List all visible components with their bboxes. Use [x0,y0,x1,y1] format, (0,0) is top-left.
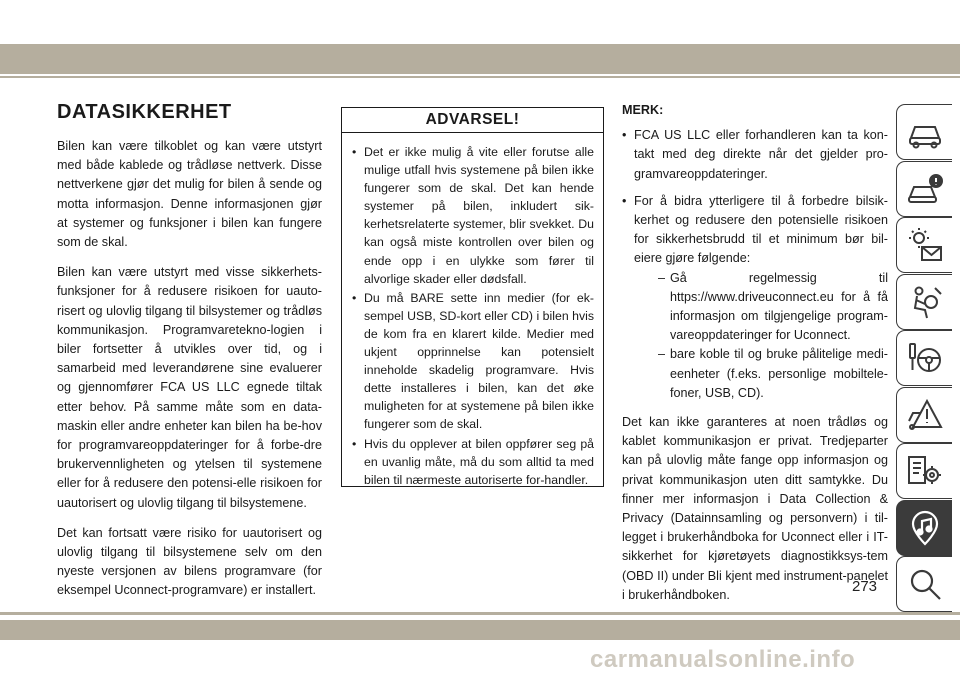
warning-box [341,107,604,487]
warning-title: ADVARSEL! [342,108,603,133]
tab-service-gears[interactable] [896,443,952,499]
tab-car-interior[interactable] [896,104,952,160]
note-list [622,126,888,403]
footer-rule [0,612,960,615]
note-label: MERK: [622,103,664,117]
airbag-person-icon [905,282,945,322]
tab-search-index[interactable] [896,556,952,612]
right-column [622,101,888,616]
warning-info-icon [905,169,945,209]
note-sublist [634,269,888,403]
warning-list [342,143,603,489]
left-column [57,95,322,612]
lights-mail-icon [905,225,945,265]
paragraph: Det kan fortsatt være risiko for uautorisert og ulovlig tilgang til bilsystemene selv om den nyeste versjonen av bilens programvare (for eksempel Uconnect-programvare) er installert. [57,525,322,598]
tab-multimedia-music[interactable] [896,500,952,556]
tab-steering-wheel[interactable] [896,330,952,386]
watermark: carmanualsonline.info [590,646,856,673]
tab-warning-info[interactable] [896,161,952,217]
tab-lights-mail[interactable] [896,217,952,273]
service-gears-icon [905,451,945,491]
note-item [622,192,888,403]
header-rule [0,76,960,78]
note-subitem: – bare koble til og bruke pålitelige medi-eenheter (f.eks. personlige mobiltele-foner, USB, CD). [658,345,888,403]
warning-item: • Du må BARE sette inn medier (for ek-sempel USB, SD-kort eller CD) i bilen hvis de kom fra en klarert kilde. Medier med ukjent opprinnelse kan potensielt inneholde skadelig programvare. Hvis dette installeres i bilen, kan det øke muligheten for at systemene på bilen ikke fungerer som de skal. [352,289,594,434]
car-interior-icon [905,112,945,152]
chapter-tabs [896,104,952,669]
footer-bar [0,620,960,640]
note-subitem: – Gå regelmessig til https://www.driveuconnect.eu for å få informasjon om tilgjengelige program-vareoppdateringer for Uconnect. [658,269,888,346]
search-index-icon [905,564,945,604]
section-heading: DATASIKKERHET [57,101,232,123]
header-band [0,0,960,78]
multimedia-music-icon [905,508,945,548]
tab-airbag-person[interactable] [896,274,952,330]
tab-roadside-warning[interactable] [896,387,952,443]
steering-wheel-icon [905,338,945,378]
roadside-warning-icon [905,395,945,435]
paragraph: Bilen kan være utstyrt med visse sikkerhets-funksjoner for å redusere risikoen for uauto-risert og ulovlig tilgang til bilsystemer og trådløs kommunikasjon. Programvaretekno-logien i biler fortsetter å utvikles over tid, og i samarbeid med leverandørene sine evaluerer og gjennomfører FCA US LLC egnede tiltak etter behov. På samme måte som en data-maskin eller andre enheter kan bilen ha be-hov for programvareoppdateringer for å forbe-dre brukervennligheten og ytelsen til systemene eller for å redusere den potensi-elle risikoen for uautorisert og ulovlig tilgang til bilsystemene. [57,265,322,510]
page-number: 273 [852,578,878,595]
note-item-text: For å bidra ytterligere til å forbedre bilsik-kerhet og redusere den potensielle risikoen for sikkerhetsbrudd til et minimum bør bil-eiere gjøre følgende: [634,193,888,266]
note-item: • FCA US LLC eller forhandleren kan ta kon-takt med deg direkte når det gjelder pro-gramvareoppdateringer. [622,126,888,184]
warning-item: • Det er ikke mulig å vite eller forutse alle mulige utfall hvis systemene på bilen ikke fungerer som de skal. Det kan hende systemer på bilen, inkludert sik-kerhetsrelaterte systemer, blir svekket. Du kan også miste kontrollen over bilen og ende opp i en ulykke som fører til alvorlige skader eller dødsfall. [352,143,594,288]
paragraph: Bilen kan være tilkoblet og kan være utstyrt med både kablede og trådløse nettverk. Disse nettverkene gjør det mulig for bilen å sende og motta informasjon. Denne informasjonen gjør at systemer og funksjoner i bilen kan fungere som de skal. [57,139,322,250]
header-bar [0,44,960,74]
paragraph: Det kan ikke garanteres at noen trådløs og kablet kommunikasjon er privat. Tredjeparter kan på ulovlig måte fange opp informasjon og privat kommunikasjon uten ditt samtykke. Du finner mer informasjon i Data Collection & Privacy (Datainnsamling og personvern) i til-legget i brukerhåndboka for Uconnect eller i IT-sikkerhet for kjøretøyets diagnostikksys-tem (OBD II) under Bli kjent med instrument-panelet i brukerhåndboken. [622,415,888,602]
warning-item: • Hvis du opplever at bilen oppfører seg på en uvanlig måte, må du som alltid ta med bilen til nærmeste autoriserte for-handler. [352,435,594,489]
